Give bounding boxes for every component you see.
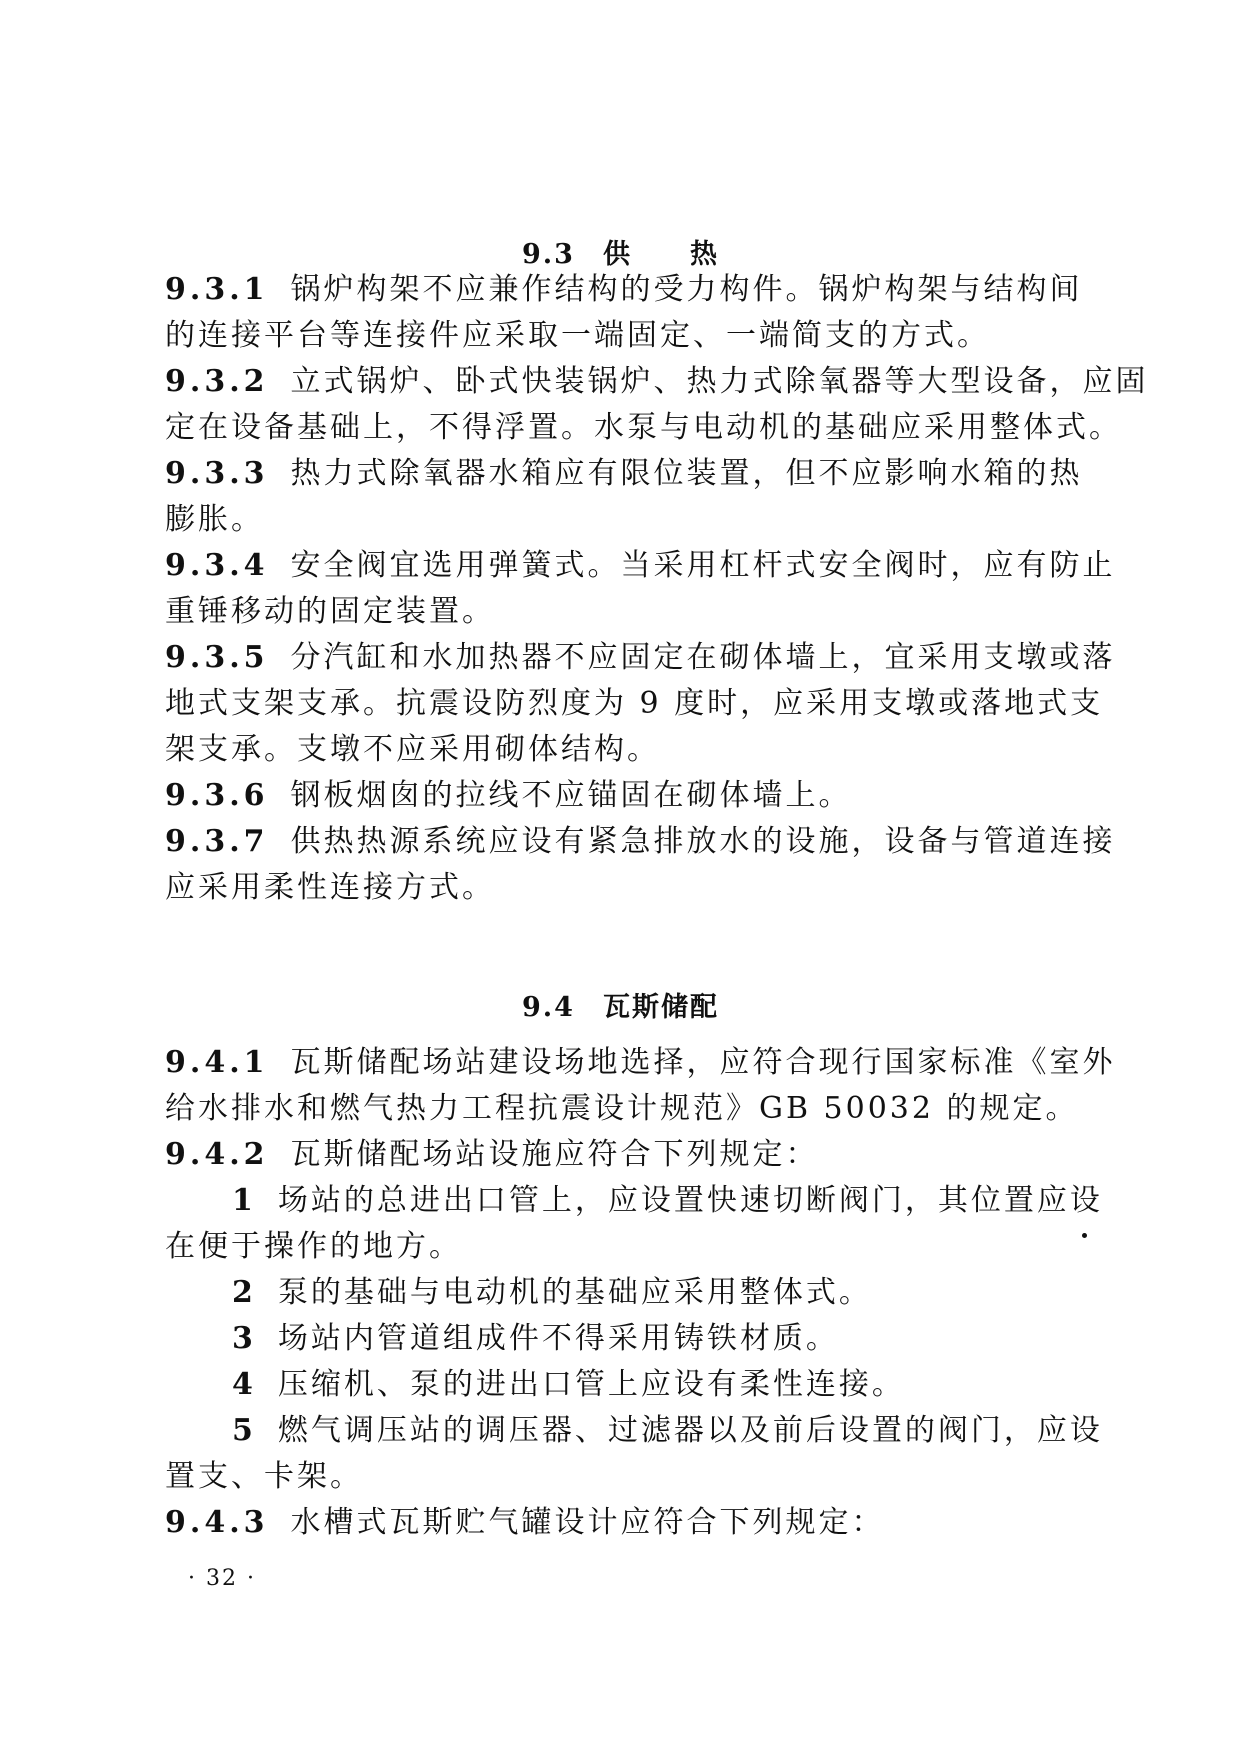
clause-text: 锅炉构架不应兼作结构的受力构件。锅炉构架与结构间	[290, 272, 1083, 307]
item-text-continued: 置支、卡架。	[165, 1459, 363, 1494]
clause-9-3-7	[165, 819, 1116, 865]
item-number: 4	[232, 1367, 256, 1402]
clause-text: 瓦斯储配场站设施应符合下列规定：	[290, 1137, 819, 1172]
item-number: 1	[232, 1183, 256, 1218]
clause-number: 9.3.6	[165, 778, 269, 813]
clause-text: 分汽缸和水加热器不应固定在砌体墙上，宜采用支墩或落	[290, 640, 1116, 675]
section-number: 9.3	[522, 239, 575, 270]
clause-text-continued: 定在设备基础上，不得浮置。水泵与电动机的基础应采用整体式。	[165, 410, 1122, 445]
clause-text-continued: 应采用柔性连接方式。	[165, 870, 495, 905]
list-item-1	[232, 1178, 1112, 1224]
clause-number: 9.4.2	[165, 1137, 269, 1172]
clause-9-3-4	[165, 543, 1116, 589]
scan-speck	[1082, 1233, 1087, 1238]
clause-9-4-2	[165, 1132, 1045, 1178]
item-text: 场站的总进出口管上，应设置快速切断阀门，其位置应设	[277, 1183, 1103, 1218]
clause-9-3-2	[165, 359, 1149, 405]
section-number: 9.4	[522, 992, 575, 1023]
item-text: 场站内管道组成件不得采用铸铁材质。	[277, 1321, 839, 1356]
list-item-3	[232, 1316, 1112, 1362]
clause-text: 钢板烟囱的拉线不应锚固在砌体墙上。	[290, 778, 852, 813]
item-text: 燃气调压站的调压器、过滤器以及前后设置的阀门，应设	[277, 1413, 1103, 1448]
clause-number: 9.3.4	[165, 548, 269, 583]
clause-text-continued: 给水排水和燃气热力工程抗震设计规范》GB 50032 的规定。	[165, 1091, 1079, 1126]
clause-number: 9.3.1	[165, 272, 269, 307]
clause-text: 热力式除氧器水箱应有限位装置，但不应影响水箱的热	[290, 456, 1083, 491]
clause-text-continued: 的连接平台等连接件应采取一端固定、一端简支的方式。	[165, 318, 990, 353]
item-text: 压缩机、泵的进出口管上应设有柔性连接。	[277, 1367, 905, 1402]
item-text: 泵的基础与电动机的基础应采用整体式。	[277, 1275, 872, 1310]
clause-text-continued: 地式支架支承。抗震设防烈度为 9 度时，应采用支墩或落地式支	[165, 686, 1104, 721]
clause-9-3-1	[165, 267, 1083, 313]
clause-number: 9.3.5	[165, 640, 269, 675]
clause-text: 安全阀宜选用弹簧式。当采用杠杆式安全阀时，应有防止	[290, 548, 1116, 583]
clause-number: 9.3.7	[165, 824, 269, 859]
clause-9-4-1	[165, 1040, 1116, 1086]
section-title: 供 热	[602, 239, 719, 270]
clause-number: 9.4.1	[165, 1045, 269, 1080]
section-heading-9-4	[0, 985, 1241, 1024]
item-number: 2	[232, 1275, 256, 1310]
item-number: 3	[232, 1321, 256, 1356]
clause-number: 9.3.3	[165, 456, 269, 491]
list-item-2	[232, 1270, 1112, 1316]
clause-9-3-6	[165, 773, 1045, 819]
clause-text-continued: 膨胀。	[165, 502, 264, 537]
clause-number: 9.3.2	[165, 364, 269, 399]
clause-text: 水槽式瓦斯贮气罐设计应符合下列规定：	[290, 1505, 885, 1540]
section-heading-9-3	[0, 232, 1241, 271]
clause-9-3-3	[165, 451, 1083, 497]
clause-number: 9.4.3	[165, 1505, 269, 1540]
item-text-continued: 在便于操作的地方。	[165, 1229, 462, 1264]
list-item-4	[232, 1362, 1112, 1408]
clause-text-continued: 架支承。支墩不应采用砌体结构。	[165, 732, 660, 767]
page-number: · 32 ·	[188, 1566, 256, 1591]
clause-9-4-3	[165, 1500, 1045, 1546]
clause-text: 立式锅炉、卧式快装锅炉、热力式除氧器等大型设备，应固	[290, 364, 1149, 399]
clause-text: 瓦斯储配场站建设场地选择，应符合现行国家标准《室外	[290, 1045, 1116, 1080]
item-number: 5	[232, 1413, 256, 1448]
clause-9-3-5	[165, 635, 1116, 681]
clause-text-continued: 重锤移动的固定装置。	[165, 594, 495, 629]
clause-text: 供热热源系统应设有紧急排放水的设施，设备与管道连接	[290, 824, 1116, 859]
list-item-5	[232, 1408, 1112, 1454]
section-title: 瓦斯储配	[602, 992, 719, 1023]
